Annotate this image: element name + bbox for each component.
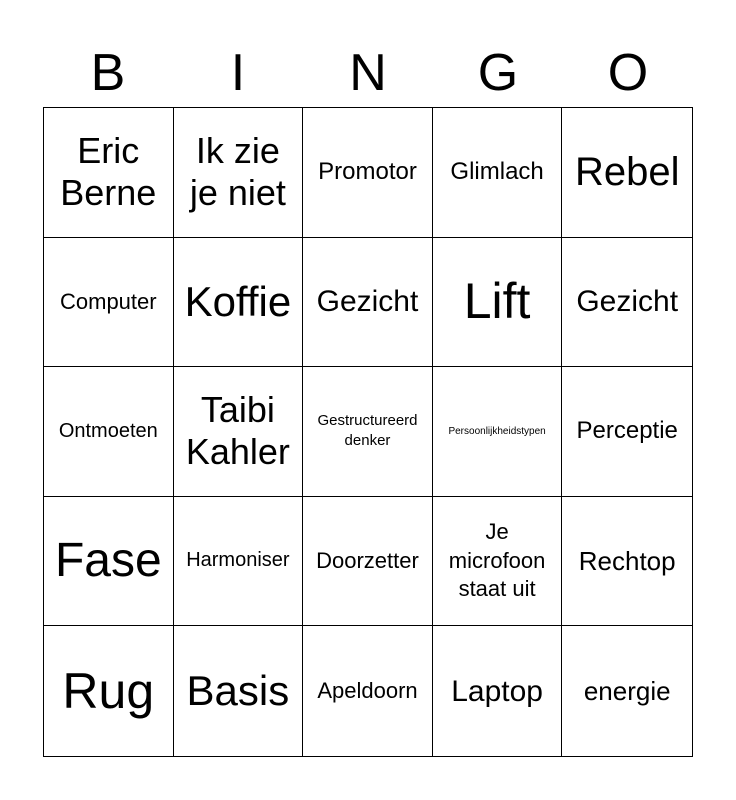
bingo-header (43, 38, 693, 108)
bingo-cell[interactable] (562, 626, 692, 756)
bingo-cell[interactable] (303, 626, 433, 756)
bingo-cell[interactable] (562, 367, 692, 497)
cell-text: energie (583, 675, 671, 706)
bingo-cell[interactable] (44, 108, 174, 238)
cell-text: Laptop (451, 674, 543, 708)
header-letter-b: B (90, 44, 126, 102)
cell-text: Gestructureerd denker (317, 412, 418, 450)
bingo-cell[interactable] (433, 238, 563, 368)
cell-text: Harmoniser (186, 549, 290, 572)
bingo-cell[interactable] (303, 108, 433, 238)
bingo-cell[interactable] (44, 367, 174, 497)
cell-text: Je microfoon staat uit (448, 519, 546, 602)
bingo-cell[interactable] (303, 367, 433, 497)
cell-text: Perceptie (576, 417, 678, 445)
cell-text: Doorzetter (316, 548, 419, 574)
cell-text: Rebel (574, 149, 680, 194)
bingo-cell[interactable] (174, 238, 304, 368)
cell-text: Basis (186, 667, 290, 715)
cell-text: Ontmoeten (58, 419, 158, 442)
cell-text: Eric Berne (60, 129, 157, 214)
cell-text: Rug (62, 662, 155, 719)
bingo-cell[interactable] (44, 238, 174, 368)
cell-text: Gezicht (576, 285, 679, 319)
bingo-cell[interactable] (433, 367, 563, 497)
bingo-board (43, 107, 693, 757)
bingo-cell[interactable] (562, 497, 692, 627)
bingo-cell[interactable] (303, 497, 433, 627)
bingo-cell[interactable] (562, 238, 692, 368)
bingo-cell[interactable] (433, 108, 563, 238)
bingo-cell[interactable] (433, 626, 563, 756)
cell-text: Persoonlijkheidstypen (448, 425, 546, 437)
cell-text: Apeldoorn (317, 678, 418, 704)
cell-text: Glimlach (450, 158, 544, 186)
cell-text: Gezicht (316, 285, 419, 319)
bingo-cell[interactable] (174, 367, 304, 497)
bingo-cell[interactable] (562, 108, 692, 238)
cell-text: Taibi Kahler (185, 389, 290, 473)
cell-text: Computer (60, 288, 157, 314)
bingo-cell[interactable] (174, 497, 304, 627)
bingo-cell[interactable] (44, 626, 174, 756)
cell-text: Promotor (318, 158, 417, 186)
header-letter-g: G (477, 44, 519, 102)
cell-text: Fase (54, 533, 162, 587)
bingo-cell[interactable] (303, 238, 433, 368)
cell-text: Rechtop (578, 545, 676, 576)
bingo-cell[interactable] (44, 497, 174, 627)
header-letter-o: O (607, 44, 649, 102)
cell-text: Koffie (184, 278, 292, 326)
cell-text: Lift (463, 273, 531, 330)
bingo-cell[interactable] (174, 626, 304, 756)
bingo-cell[interactable] (174, 108, 304, 238)
bingo-cell[interactable] (433, 497, 563, 627)
header-letter-n: N (349, 44, 387, 102)
header-letter-i: I (230, 44, 246, 102)
cell-text: Ik zie je niet (189, 129, 286, 214)
